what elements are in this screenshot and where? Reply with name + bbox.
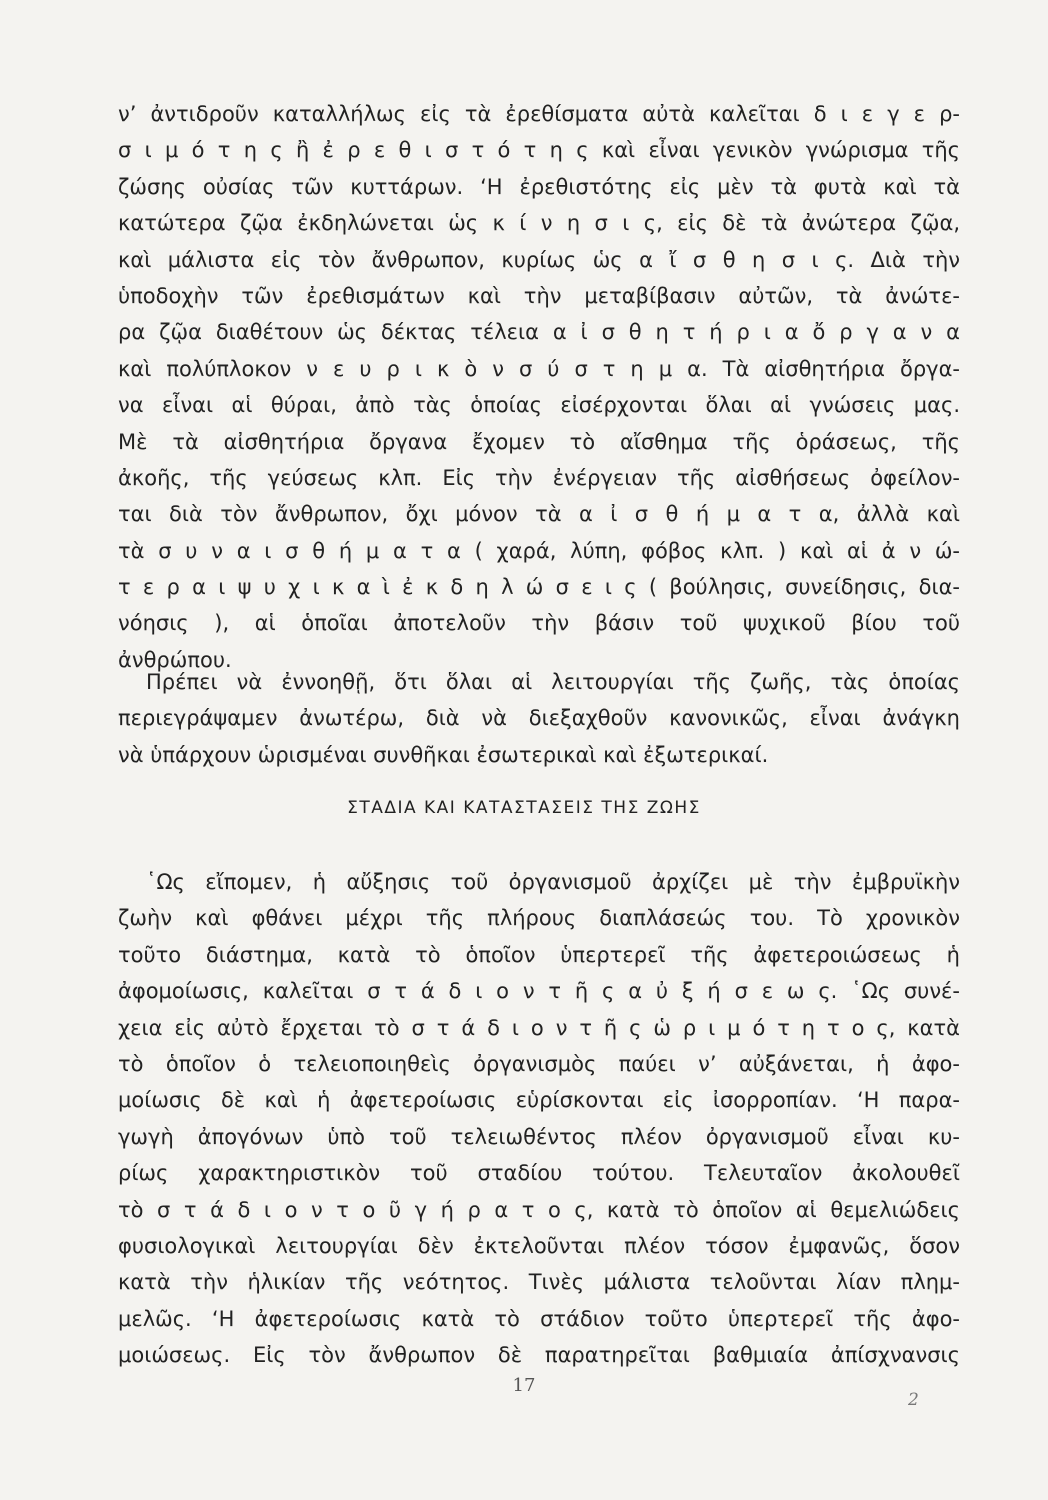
sheet-mark: 2 xyxy=(908,1390,919,1410)
text-line: ται διὰ τὸν ἄνθρωπον, ὄχι μόνον τὰ α ἰ σ θ ή μ α τ α, ἀλλὰ καὶ xyxy=(118,502,960,527)
text-line: μοίωσις δὲ καὶ ἡ ἀφετεροίωσις εὑρίσκονται εἰς ἰσορροπίαν. ‘Η παρα- xyxy=(118,1088,960,1113)
text-line: τὸ σ τ ά δ ι ο ν τ ο ῦ γ ή ρ α τ ο ς, κατὰ τὸ ὁποῖον αἱ θεμελιώδεις xyxy=(118,1197,960,1222)
text-line: φυσιολογικαὶ λειτουργίαι δὲν ἐκτελοῦνται πλέον τόσον ἐμφανῶς, ὅσον xyxy=(118,1233,960,1258)
text-line: περιεγράψαμεν ἀνωτέρω, διὰ νὰ διεξαχθοῦν κανονικῶς, εἶναι ἀνάγκη xyxy=(118,706,960,731)
text-line: κατὰ τὴν ἡλικίαν τῆς νεότητος. Τινὲς μάλιστα τελοῦνται λίαν πλημ- xyxy=(118,1270,960,1295)
text-line: σ ι μ ό τ η ς ἢ ἐ ρ ε θ ι σ τ ό τ η ς καὶ εἶναι γενικὸν γνώρισμα τῆς xyxy=(118,138,960,163)
text-line: τὸ ὁποῖον ὁ τελειοποιηθεὶς ὀργανισμὸς παύει ν’ αὐξάνεται, ἡ ἀφο- xyxy=(118,1051,960,1076)
page-number: 17 xyxy=(512,1375,536,1396)
text-line: ζώσης οὐσίας τῶν κυττάρων. ‘Η ἐρεθιστότης εἰς μὲν τὰ φυτὰ καὶ τὰ xyxy=(118,174,960,199)
text-line: ὑποδοχὴν τῶν ἐρεθισμάτων καὶ τὴν μεταβίβασιν αὐτῶν, τὰ ἀνώτε- xyxy=(118,283,960,308)
text-line: τὰ σ υ ν α ι σ θ ή μ α τ α ( χαρά, λύπη, φόβος κλπ. ) καὶ αἱ ἀ ν ώ- xyxy=(118,538,960,563)
text-line: ζωὴν καὶ φθάνει μέχρι τῆς πλήρους διαπλάσεώς του. Τὸ χρονικὸν xyxy=(118,906,960,931)
text-line: ῾Ως εἴπομεν, ἡ αὔξησις τοῦ ὀργανισμοῦ ἀρχίζει μὲ τὴν ἐμβρυϊκὴν xyxy=(146,870,960,894)
text-line: ρίως χαρακτηριστικὸν τοῦ σταδίου τούτου. Τελευταῖον ἀκολουθεῖ xyxy=(118,1161,960,1186)
text-line: ἀκοῆς, τῆς γεύσεως κλπ. Εἰς τὴν ἐνέργειαν τῆς αἰσθήσεως ὀφείλον- xyxy=(118,465,960,490)
text-line: Μὲ τὰ αἰσθητήρια ὄργανα ἔχομεν τὸ αἴσθημα τῆς ὁράσεως, τῆς xyxy=(118,429,960,454)
text-line: γωγὴ ἀπογόνων ὑπὸ τοῦ τελειωθέντος πλέον ὀργανισμοῦ εἶναι κυ- xyxy=(118,1124,960,1149)
text-line: ἀνθρώπου. xyxy=(118,647,232,672)
text-line: καὶ πολύπλοκον ν ε υ ρ ι κ ὸ ν σ ύ σ τ η μ α. Τὰ αἰσθητήρια ὄργα- xyxy=(118,356,960,381)
text-line: καὶ μάλιστα εἰς τὸν ἄνθρωπον, κυρίως ὡς α ἴ σ θ η σ ι ς. Διὰ τὴν xyxy=(118,247,960,272)
text-line: ἀφομοίωσις, καλεῖται σ τ ά δ ι ο ν τ ῆ ς α ὐ ξ ή σ ε ω ς. ῾Ως συνέ- xyxy=(118,979,960,1004)
text-line: τοῦτο διάστημα, κατὰ τὸ ὁποῖον ὑπερτερεῖ τῆς ἀφετεροιώσεως ἡ xyxy=(118,942,960,967)
text-line: να εἶναι αἱ θύραι, ἀπὸ τὰς ὁποίας εἰσέρχονται ὅλαι αἱ γνώσεις μας. xyxy=(118,393,960,418)
text-line: χεια εἰς αὐτὸ ἔρχεται τὸ σ τ ά δ ι ο ν τ ῆ ς ὡ ρ ι μ ό τ η τ ο ς, κατὰ xyxy=(118,1015,960,1040)
text-line: νὰ ὑπάρχουν ὡρισμέναι συνθῆκαι ἐσωτερικαὶ καὶ ἐξωτερικαί. xyxy=(118,742,769,767)
text-line: ρα ζῷα διαθέτουν ὡς δέκτας τέλεια α ἰ σ θ η τ ή ρ ι α ὄ ρ γ α ν α xyxy=(118,320,960,345)
paragraph-2 xyxy=(118,664,960,773)
text-line: Πρέπει νὰ ἐννοηθῇ, ὅτι ὅλαι αἱ λειτουργίαι τῆς ζωῆς, τὰς ὁποίας xyxy=(146,670,960,694)
section-heading: ΣΤΑΔΙΑ ΚΑΙ ΚΑΤΑΣΤΑΣΕΙΣ ΤΗΣ ΖΩΗΣ xyxy=(347,798,701,818)
paragraph-1 xyxy=(118,96,960,678)
text-line: μελῶς. ‘Η ἀφετεροίωσις κατὰ τὸ στάδιον τοῦτο ὑπερτερεῖ τῆς ἀφο- xyxy=(118,1306,960,1331)
text-line: ν’ ἀντιδροῦν καταλλήλως εἰς τὰ ἐρεθίσματα αὐτὰ καλεῖται δ ι ε γ ε ρ- xyxy=(118,102,960,126)
text-line: νόησις ), αἱ ὁποῖαι ἀποτελοῦν τὴν βάσιν τοῦ ψυχικοῦ βίου τοῦ xyxy=(118,611,960,636)
text-line: κατώτερα ζῷα ἐκδηλώνεται ὡς κ ί ν η σ ι ς, εἰς δὲ τὰ ἀνώτερα ζῷα, xyxy=(118,211,960,236)
paragraph-3 xyxy=(118,864,960,1373)
text-line: τ ε ρ α ι ψ υ χ ι κ α ὶ ἐ κ δ η λ ώ σ ε ι ς ( βούλησις, συνείδησις, δια- xyxy=(118,575,960,600)
text-line: μοιώσεως. Εἰς τὸν ἄνθρωπον δὲ παρατηρεῖται βαθμιαία ἀπίσχνανσις xyxy=(118,1343,960,1368)
